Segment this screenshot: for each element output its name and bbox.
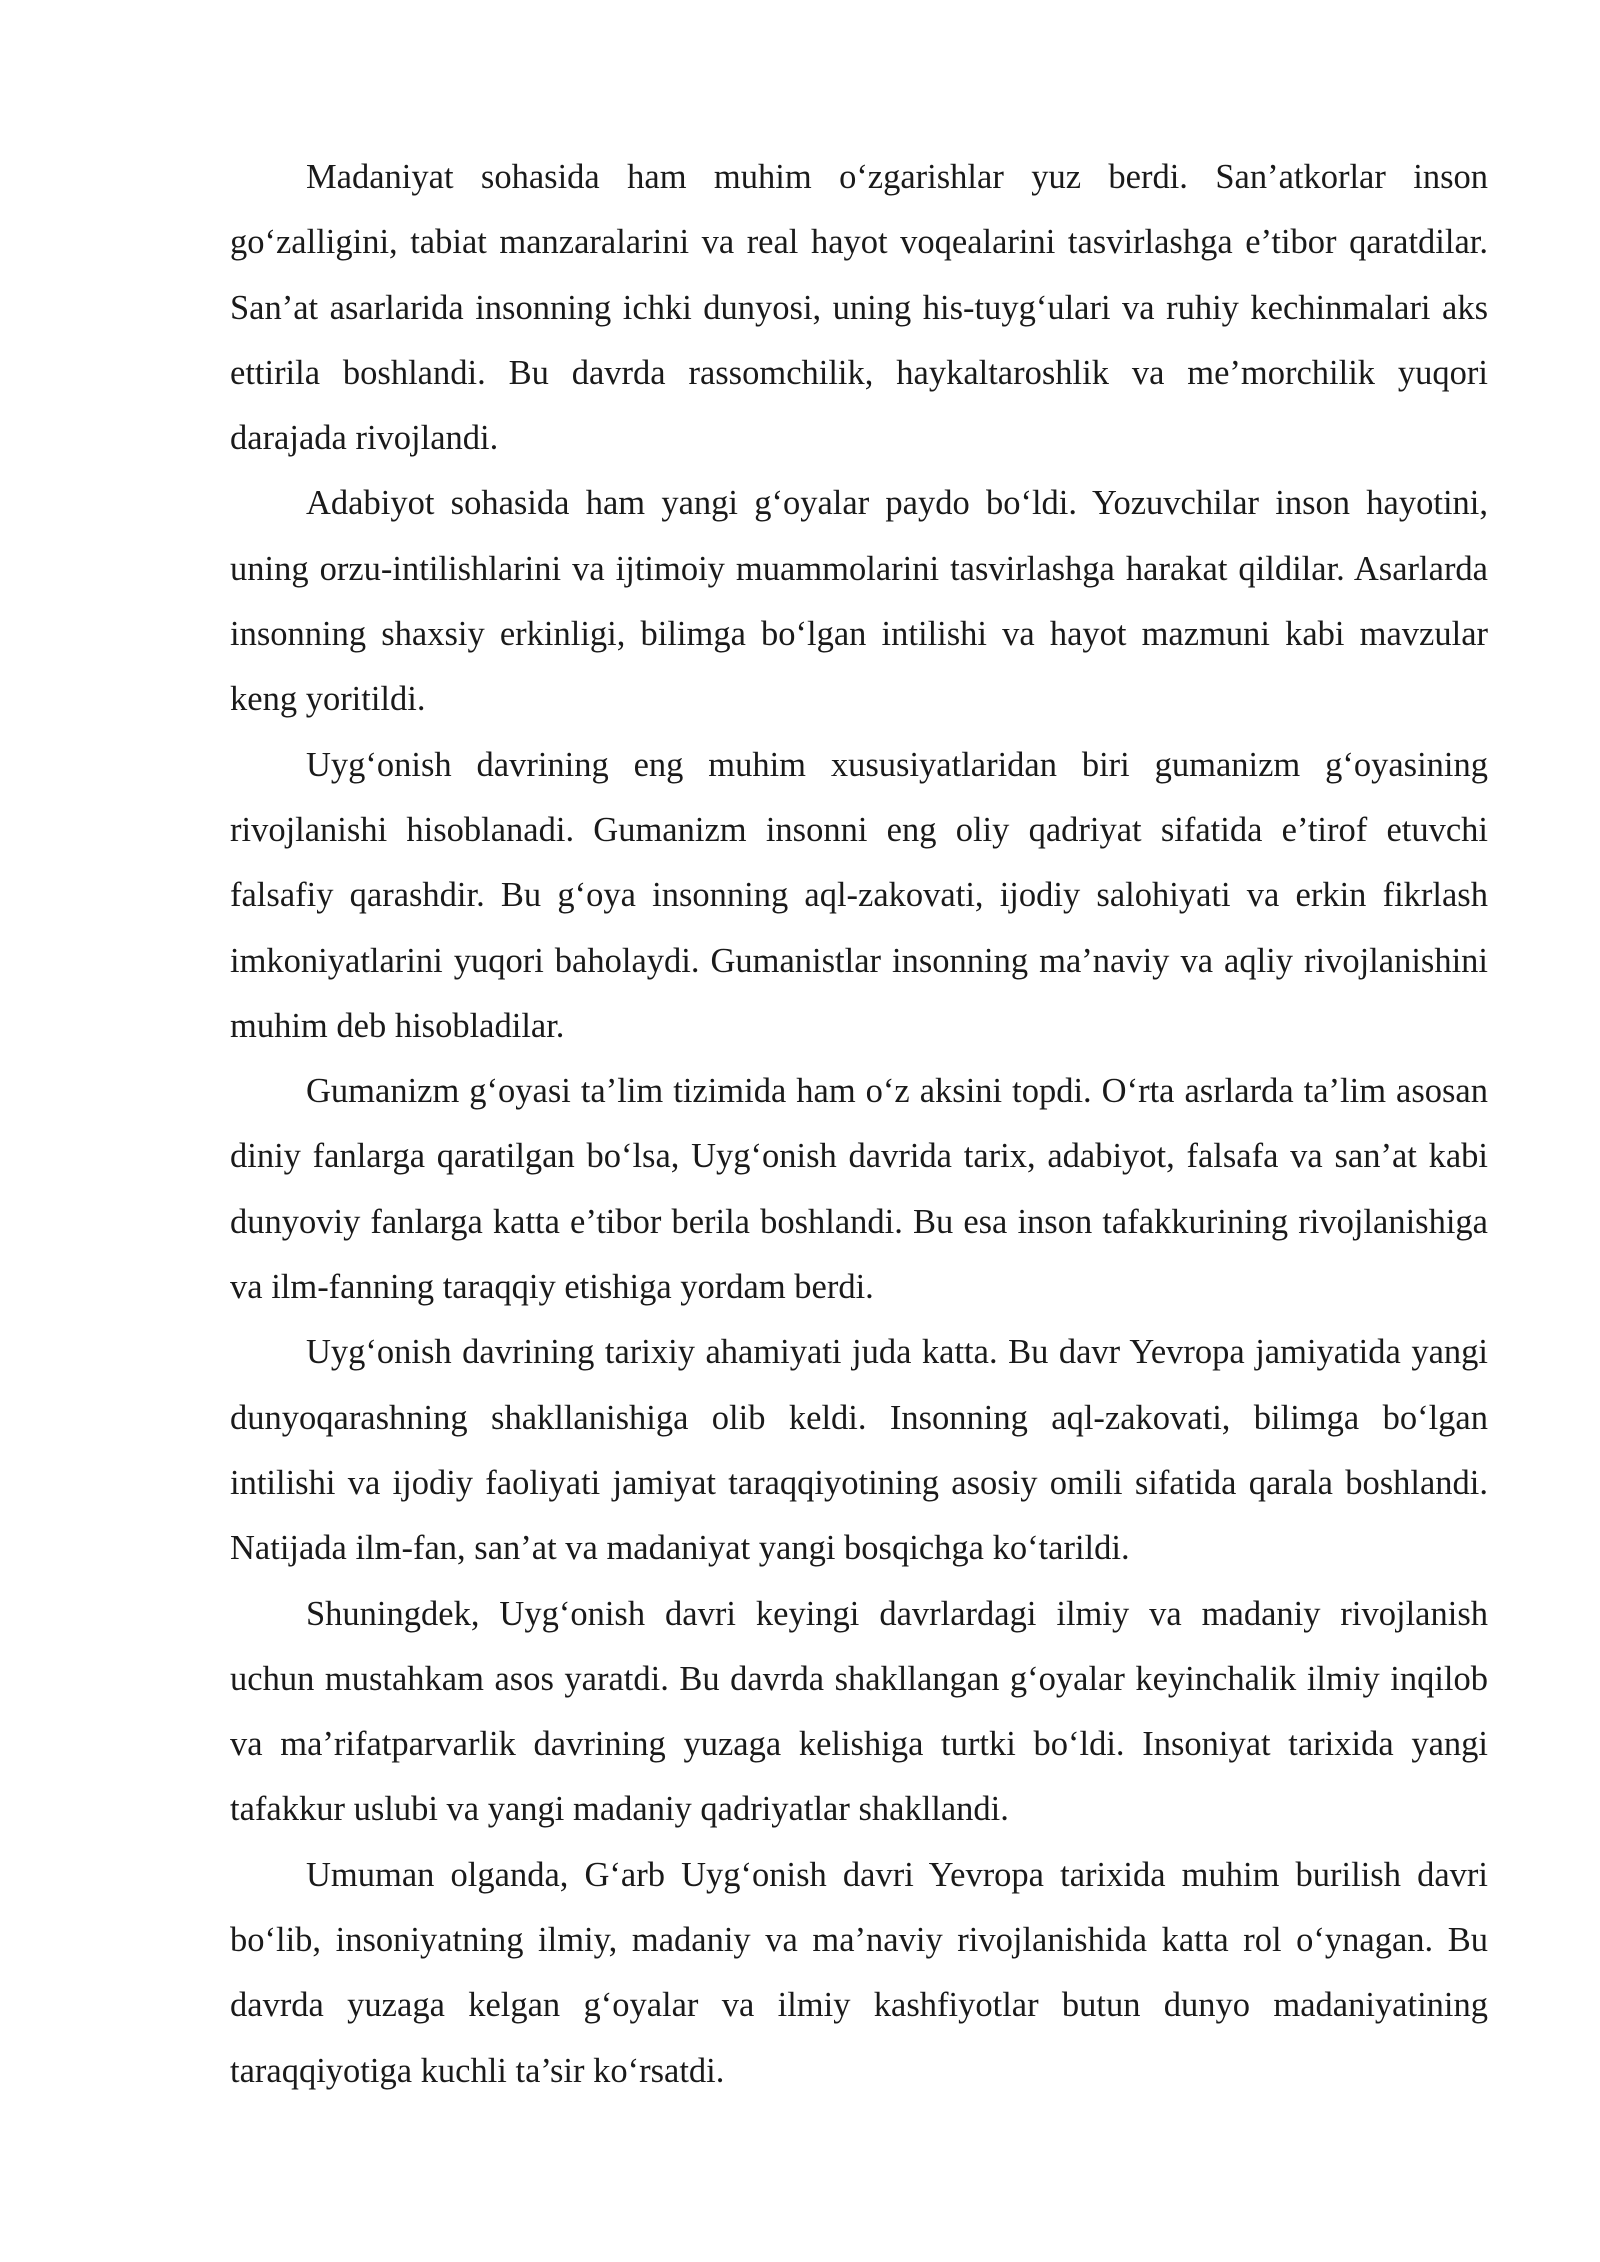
paragraph-humanism: Uyg‘onish davrining eng muhim xususiyatlaridan biri gumanizm g‘oyasining rivojlanishi hisoblanadi. Gumanizm insonni eng oliy qadriyat sifatida e’tirof etuvchi falsafiy qarashdir. Bu g‘oya insonning aql-zakovati, ijodiy salohiyati va erkin fikrlash imkoniyatlarini yuqori baholaydi. Gumanistlar insonning ma’naviy va aqliy rivojlanishini muhim deb hisobladilar. xyxy=(230,745,1488,1045)
paragraph-legacy: Shuningdek, Uyg‘onish davri keyingi davrlardagi ilmiy va madaniy rivojlanish uchun mustahkam asos yaratdi. Bu davrda shakllangan g‘oyalar keyinchalik ilmiy inqilob va ma’rifatparvarlik davrining yuzaga kelishiga turtki bo‘ldi. Insoniyat tarixida yangi tafakkur uslubi va yangi madaniy qadriyatlar shakllandi. xyxy=(230,1594,1488,1829)
paragraph-conclusion: Umuman olganda, G‘arb Uyg‘onish davri Yevropa tarixida muhim burilish davri bo‘lib, insoniyatning ilmiy, madaniy va ma’naviy rivojlanishida katta rol o‘ynagan. Bu davrda yuzaga kelgan g‘oyalar va ilmiy kashfiyotlar butun dunyo madaniyatining taraqqiyotiga kuchli ta’sir ko‘rsatdi. xyxy=(230,1855,1488,2090)
paragraph-literature: Adabiyot sohasida ham yangi g‘oyalar paydo bo‘ldi. Yozuvchilar inson hayotini, uning orzu-intilishlarini va ijtimoiy muammolarini tasvirlashga harakat qildilar. Asarlarda insonning shaxsiy erkinligi, bilimga bo‘lgan intilishi va hayot mazmuni kabi mavzular keng yoritildi. xyxy=(230,484,1488,719)
paragraph-culture: Madaniyat sohasida ham muhim o‘zgarishlar yuz berdi. San’atkorlar inson go‘zalligini, tabiat manzaralarini va real hayot voqealarini tasvirlashga e’tibor qaratdilar. San’at asarlarida insonning ichki dunyosi, uning his-tuyg‘ulari va ruhiy kechinmalari aks ettirila boshlandi. Bu davrda rassomchilik, haykaltaroshlik va me’morchilik yuqori darajada rivojlandi. xyxy=(230,158,1488,458)
paragraph-historical-significance: Uyg‘onish davrining tarixiy ahamiyati juda katta. Bu davr Yevropa jamiyatida yangi dunyoqarashning shakllanishiga olib keldi. Insonning aql-zakovati, bilimga bo‘lgan intilishi va ijodiy faoliyati jamiyat taraqqiyotining asosiy omili sifatida qarala boshlandi. Natijada ilm-fan, san’at va madaniyat yangi bosqichga ko‘tarildi. xyxy=(230,1333,1488,1568)
document-body xyxy=(230,145,1488,2104)
paragraph-education: Gumanizm g‘oyasi ta’lim tizimida ham o‘z aksini topdi. O‘rta asrlarda ta’lim asosan diniy fanlarga qaratilgan bo‘lsa, Uyg‘onish davrida tarix, adabiyot, falsafa va san’at kabi dunyoviy fanlarga katta e’tibor berila boshlandi. Bu esa inson tafakkurining rivojlanishiga va ilm-fanning taraqqiy etishiga yordam berdi. xyxy=(230,1072,1488,1307)
